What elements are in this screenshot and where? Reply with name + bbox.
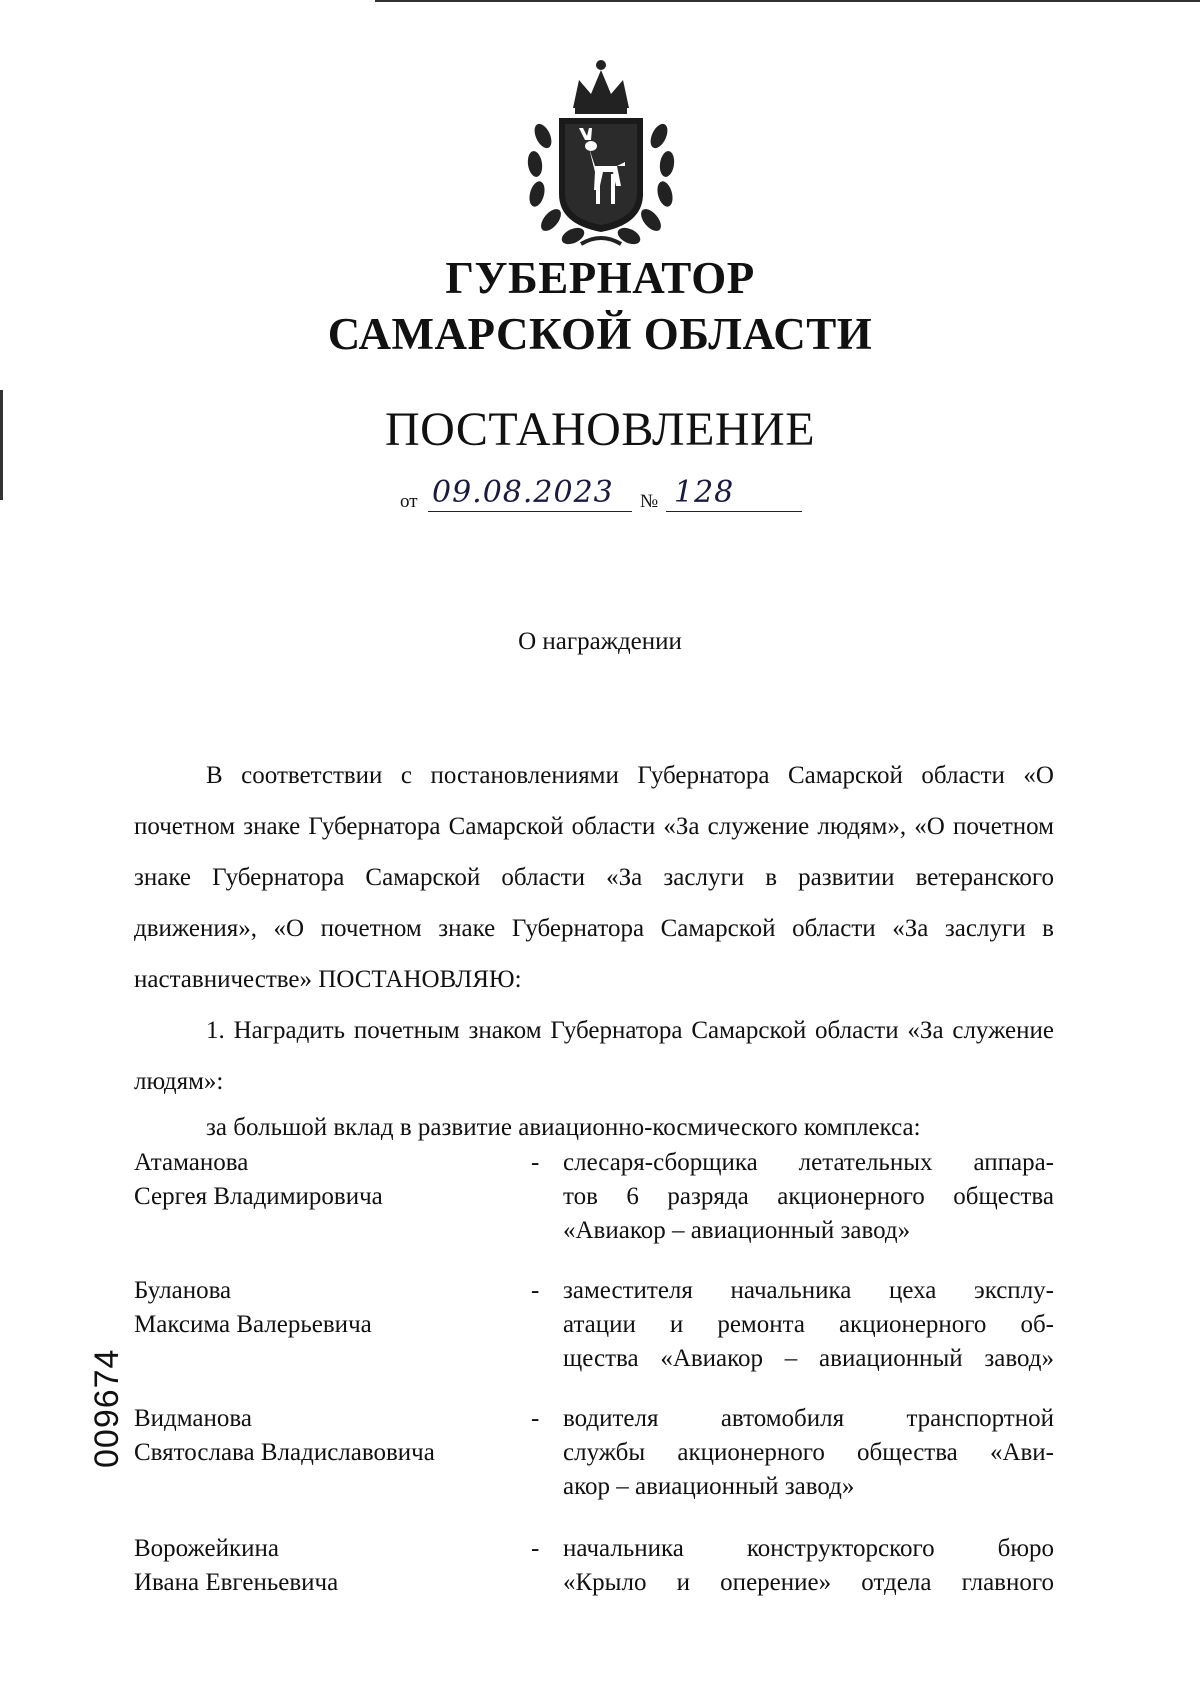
position-line: службы акционерного общества «Ави-	[563, 1439, 1054, 1466]
form-serial-number: 009674	[88, 1348, 126, 1468]
awardee-name	[134, 1402, 534, 1470]
awardee-surname: Видманова	[134, 1405, 252, 1432]
date-value-handwritten: 09.08.2023	[432, 475, 614, 510]
awardee-given-names: Ивана Евгеньевича	[134, 1569, 339, 1596]
samara-coat-of-arms-icon	[521, 56, 681, 252]
date-number-line	[400, 475, 810, 515]
position-line: водителя автомобиля транспортной	[563, 1405, 1054, 1432]
awardee-surname: Буланова	[134, 1277, 232, 1304]
number-label: №	[640, 491, 659, 512]
document-type-title: ПОСТАНОВЛЕНИЕ	[384, 403, 816, 456]
position-line: щества «Авиакор – авиационный завод»	[563, 1345, 1054, 1372]
position-line: начальника конструкторского бюро	[563, 1535, 1054, 1562]
awardee-surname: Ворожейкина	[134, 1535, 279, 1562]
clause-1-paragraph: 1. Наградить почетным знаком Губернатора Самарской области «За служение людям»:	[134, 1017, 1054, 1095]
awardee-position	[563, 1402, 1054, 1504]
position-line: «Крыло и оперение» отдела главного	[563, 1569, 1054, 1596]
section-intro: за большой вклад в развитие авиационно-космического комплекса:	[206, 1114, 921, 1141]
awardee-given-names: Сергея Владимировича	[134, 1183, 383, 1210]
preamble-paragraph: В соответствии с постановлениями Губернатора Самарской области «О почетном знаке Губернатора Самарской области «За служение людям», «О почетном знаке Губернатора Самарской области «За заслуги в развитии ветеранского движения», «О почетном знаке Губернатора Самарской области «За заслуги в наставничестве» ПОСТАНОВЛЯЮ:	[134, 762, 1054, 993]
awardee-dash: -	[531, 1277, 540, 1304]
awardee-position	[563, 1274, 1054, 1376]
position-line: слесаря-сборщика летательных аппара-	[563, 1149, 1054, 1176]
position-line: атации и ремонта акционерного об-	[563, 1311, 1054, 1338]
awardee-name	[134, 1146, 534, 1214]
awardee-dash: -	[531, 1535, 540, 1562]
position-line: тов 6 разряда акционерного общества	[563, 1183, 1054, 1210]
position-line: акор – авиационный завод»	[563, 1473, 855, 1500]
org-title-line-2: САМАРСКОЙ ОБЛАСТИ	[327, 309, 873, 359]
awardee-given-names: Святослава Владиславовича	[134, 1439, 435, 1466]
awardee-surname: Атаманова	[134, 1149, 249, 1176]
awardee-position	[563, 1532, 1054, 1600]
awardee-name	[134, 1274, 534, 1342]
awardee-position	[563, 1146, 1054, 1248]
date-underline	[428, 511, 632, 512]
awardee-dash: -	[531, 1149, 540, 1176]
number-underline	[666, 511, 802, 512]
awardee-name	[134, 1532, 534, 1600]
awardee-dash: -	[531, 1405, 540, 1432]
scan-top-edge-line	[375, 0, 1200, 2]
position-line: заместителя начальника цеха эксплу-	[563, 1277, 1054, 1304]
position-line: «Авиакор – авиационный завод»	[563, 1217, 911, 1244]
date-from-label: от	[400, 491, 418, 512]
awardee-given-names: Максима Валерьевича	[134, 1311, 372, 1338]
number-value-handwritten: 128	[674, 475, 735, 510]
document-subject: О награждении	[518, 628, 682, 655]
org-title-line-1: ГУБЕРНАТОР	[445, 253, 755, 303]
